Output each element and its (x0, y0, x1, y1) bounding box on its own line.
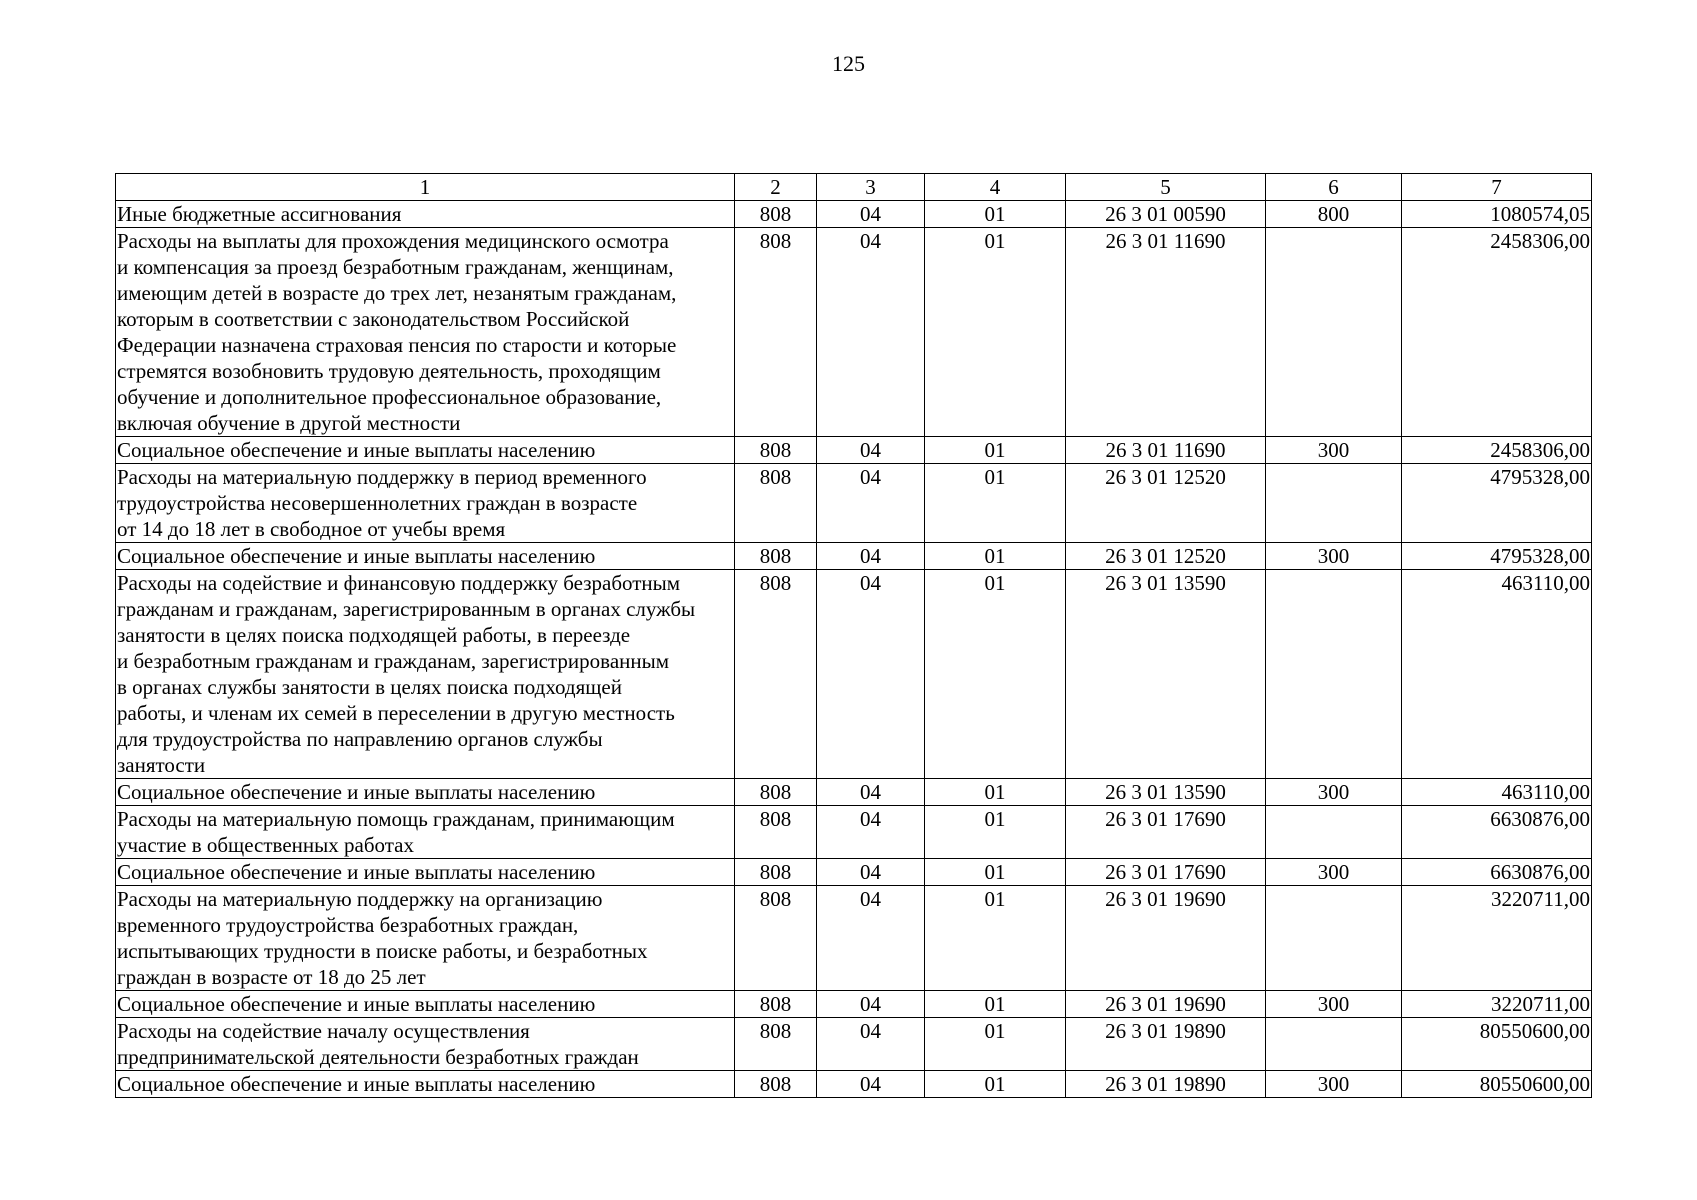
row-pr: 01 (925, 886, 1066, 991)
row-pr: 01 (925, 779, 1066, 806)
row-rz: 04 (817, 543, 925, 570)
column-header-5: 5 (1066, 174, 1266, 201)
row-pr: 01 (925, 228, 1066, 437)
row-ved: 808 (735, 779, 817, 806)
row-csr: 26 3 01 19890 (1066, 1071, 1266, 1098)
row-sum: 4795328,00 (1402, 464, 1592, 543)
row-pr: 01 (925, 570, 1066, 779)
row-rz: 04 (817, 1018, 925, 1071)
row-name: Расходы на материальную помощь гражданам, принимающим участие в общественных работах (116, 806, 735, 859)
row-sum: 2458306,00 (1402, 437, 1592, 464)
table-row (116, 859, 1592, 886)
row-sum: 1080574,05 (1402, 201, 1592, 228)
row-vr: 300 (1266, 859, 1402, 886)
row-csr: 26 3 01 17690 (1066, 806, 1266, 859)
row-pr: 01 (925, 464, 1066, 543)
table-row (116, 1071, 1592, 1098)
row-pr: 01 (925, 543, 1066, 570)
row-pr: 01 (925, 859, 1066, 886)
row-csr: 26 3 01 17690 (1066, 859, 1266, 886)
row-rz: 04 (817, 1071, 925, 1098)
row-vr (1266, 886, 1402, 991)
column-header-3: 3 (817, 174, 925, 201)
row-sum: 80550600,00 (1402, 1018, 1592, 1071)
row-rz: 04 (817, 570, 925, 779)
row-csr: 26 3 01 12520 (1066, 543, 1266, 570)
row-sum: 2458306,00 (1402, 228, 1592, 437)
column-header-4: 4 (925, 174, 1066, 201)
header-row (116, 174, 1592, 201)
row-sum: 6630876,00 (1402, 806, 1592, 859)
table-row (116, 464, 1592, 543)
row-csr: 26 3 01 12520 (1066, 464, 1266, 543)
row-rz: 04 (817, 886, 925, 991)
table-row (116, 543, 1592, 570)
row-vr (1266, 228, 1402, 437)
row-vr: 300 (1266, 543, 1402, 570)
row-csr: 26 3 01 00590 (1066, 201, 1266, 228)
row-ved: 808 (735, 201, 817, 228)
row-ved: 808 (735, 886, 817, 991)
table-body (116, 201, 1592, 1098)
row-rz: 04 (817, 228, 925, 437)
row-csr: 26 3 01 13590 (1066, 570, 1266, 779)
row-vr (1266, 570, 1402, 779)
row-pr: 01 (925, 1018, 1066, 1071)
row-csr: 26 3 01 19690 (1066, 991, 1266, 1018)
row-name: Социальное обеспечение и иные выплаты населению (116, 1071, 735, 1098)
row-name: Расходы на материальную поддержку на организацию временного трудоустройства безработных граждан, испытывающих трудности в поиске работы, и безработных граждан в возрасте от 18 до 25 лет (116, 886, 735, 991)
row-csr: 26 3 01 11690 (1066, 228, 1266, 437)
row-rz: 04 (817, 464, 925, 543)
row-name: Социальное обеспечение и иные выплаты населению (116, 991, 735, 1018)
row-rz: 04 (817, 779, 925, 806)
row-name: Иные бюджетные ассигнования (116, 201, 735, 228)
row-rz: 04 (817, 991, 925, 1018)
budget-table (115, 173, 1592, 1098)
table-row (116, 228, 1592, 437)
row-vr: 300 (1266, 437, 1402, 464)
table-row (116, 779, 1592, 806)
row-vr: 800 (1266, 201, 1402, 228)
row-ved: 808 (735, 991, 817, 1018)
row-vr: 300 (1266, 779, 1402, 806)
column-header-2: 2 (735, 174, 817, 201)
row-csr: 26 3 01 11690 (1066, 437, 1266, 464)
row-name: Социальное обеспечение и иные выплаты населению (116, 437, 735, 464)
row-pr: 01 (925, 201, 1066, 228)
row-ved: 808 (735, 859, 817, 886)
row-name: Социальное обеспечение и иные выплаты населению (116, 543, 735, 570)
row-vr (1266, 806, 1402, 859)
row-ved: 808 (735, 437, 817, 464)
table-row (116, 201, 1592, 228)
table-row (116, 991, 1592, 1018)
column-header-6: 6 (1266, 174, 1402, 201)
row-rz: 04 (817, 859, 925, 886)
row-ved: 808 (735, 570, 817, 779)
row-pr: 01 (925, 1071, 1066, 1098)
row-rz: 04 (817, 806, 925, 859)
row-pr: 01 (925, 806, 1066, 859)
row-sum: 463110,00 (1402, 779, 1592, 806)
row-csr: 26 3 01 19890 (1066, 1018, 1266, 1071)
table-row (116, 570, 1592, 779)
column-header-7: 7 (1402, 174, 1592, 201)
row-csr: 26 3 01 19690 (1066, 886, 1266, 991)
row-vr (1266, 1018, 1402, 1071)
row-ved: 808 (735, 1071, 817, 1098)
row-name: Социальное обеспечение и иные выплаты населению (116, 859, 735, 886)
row-sum: 80550600,00 (1402, 1071, 1592, 1098)
page-number: 125 (832, 51, 865, 76)
row-name: Расходы на содействие началу осуществления предпринимательской деятельности безработных граждан (116, 1018, 735, 1071)
row-vr (1266, 464, 1402, 543)
row-pr: 01 (925, 437, 1066, 464)
row-rz: 04 (817, 437, 925, 464)
row-ved: 808 (735, 464, 817, 543)
table-row (116, 886, 1592, 991)
row-vr: 300 (1266, 1071, 1402, 1098)
row-ved: 808 (735, 543, 817, 570)
row-csr: 26 3 01 13590 (1066, 779, 1266, 806)
column-header-1: 1 (116, 174, 735, 201)
table-row (116, 1018, 1592, 1071)
row-sum: 3220711,00 (1402, 886, 1592, 991)
row-ved: 808 (735, 1018, 817, 1071)
row-name: Социальное обеспечение и иные выплаты населению (116, 779, 735, 806)
row-rz: 04 (817, 201, 925, 228)
row-vr: 300 (1266, 991, 1402, 1018)
row-pr: 01 (925, 991, 1066, 1018)
row-sum: 463110,00 (1402, 570, 1592, 779)
row-name: Расходы на выплаты для прохождения медицинского осмотра и компенсация за проезд безработным гражданам, женщинам, имеющим детей в возрасте до трех лет, незанятым гражданам, которым в соответствии с законодательством Российской Федерации назначена страховая пенсия по старости и которые стремятся возобновить трудовую деятельность, проходящим обучение и дополнительное профессиональное образование, включая обучение в другой местности (116, 228, 735, 437)
table-row (116, 437, 1592, 464)
row-sum: 6630876,00 (1402, 859, 1592, 886)
row-sum: 4795328,00 (1402, 543, 1592, 570)
row-sum: 3220711,00 (1402, 991, 1592, 1018)
row-ved: 808 (735, 228, 817, 437)
row-name: Расходы на материальную поддержку в период временного трудоустройства несовершеннолетних граждан в возрасте от 14 до 18 лет в свободное от учебы время (116, 464, 735, 543)
row-ved: 808 (735, 806, 817, 859)
row-name: Расходы на содействие и финансовую поддержку безработным гражданам и гражданам, зарегистрированным в органах службы занятости в целях поиска подходящей работы, в переезде и безработным гражданам и гражданам, зарегистрированным в органах службы занятости в целях поиска подходящей работы, и членам их семей в переселении в другую местность для трудоустройства по направлению органов службы занятости (116, 570, 735, 779)
table-header (116, 174, 1592, 201)
table-row (116, 806, 1592, 859)
